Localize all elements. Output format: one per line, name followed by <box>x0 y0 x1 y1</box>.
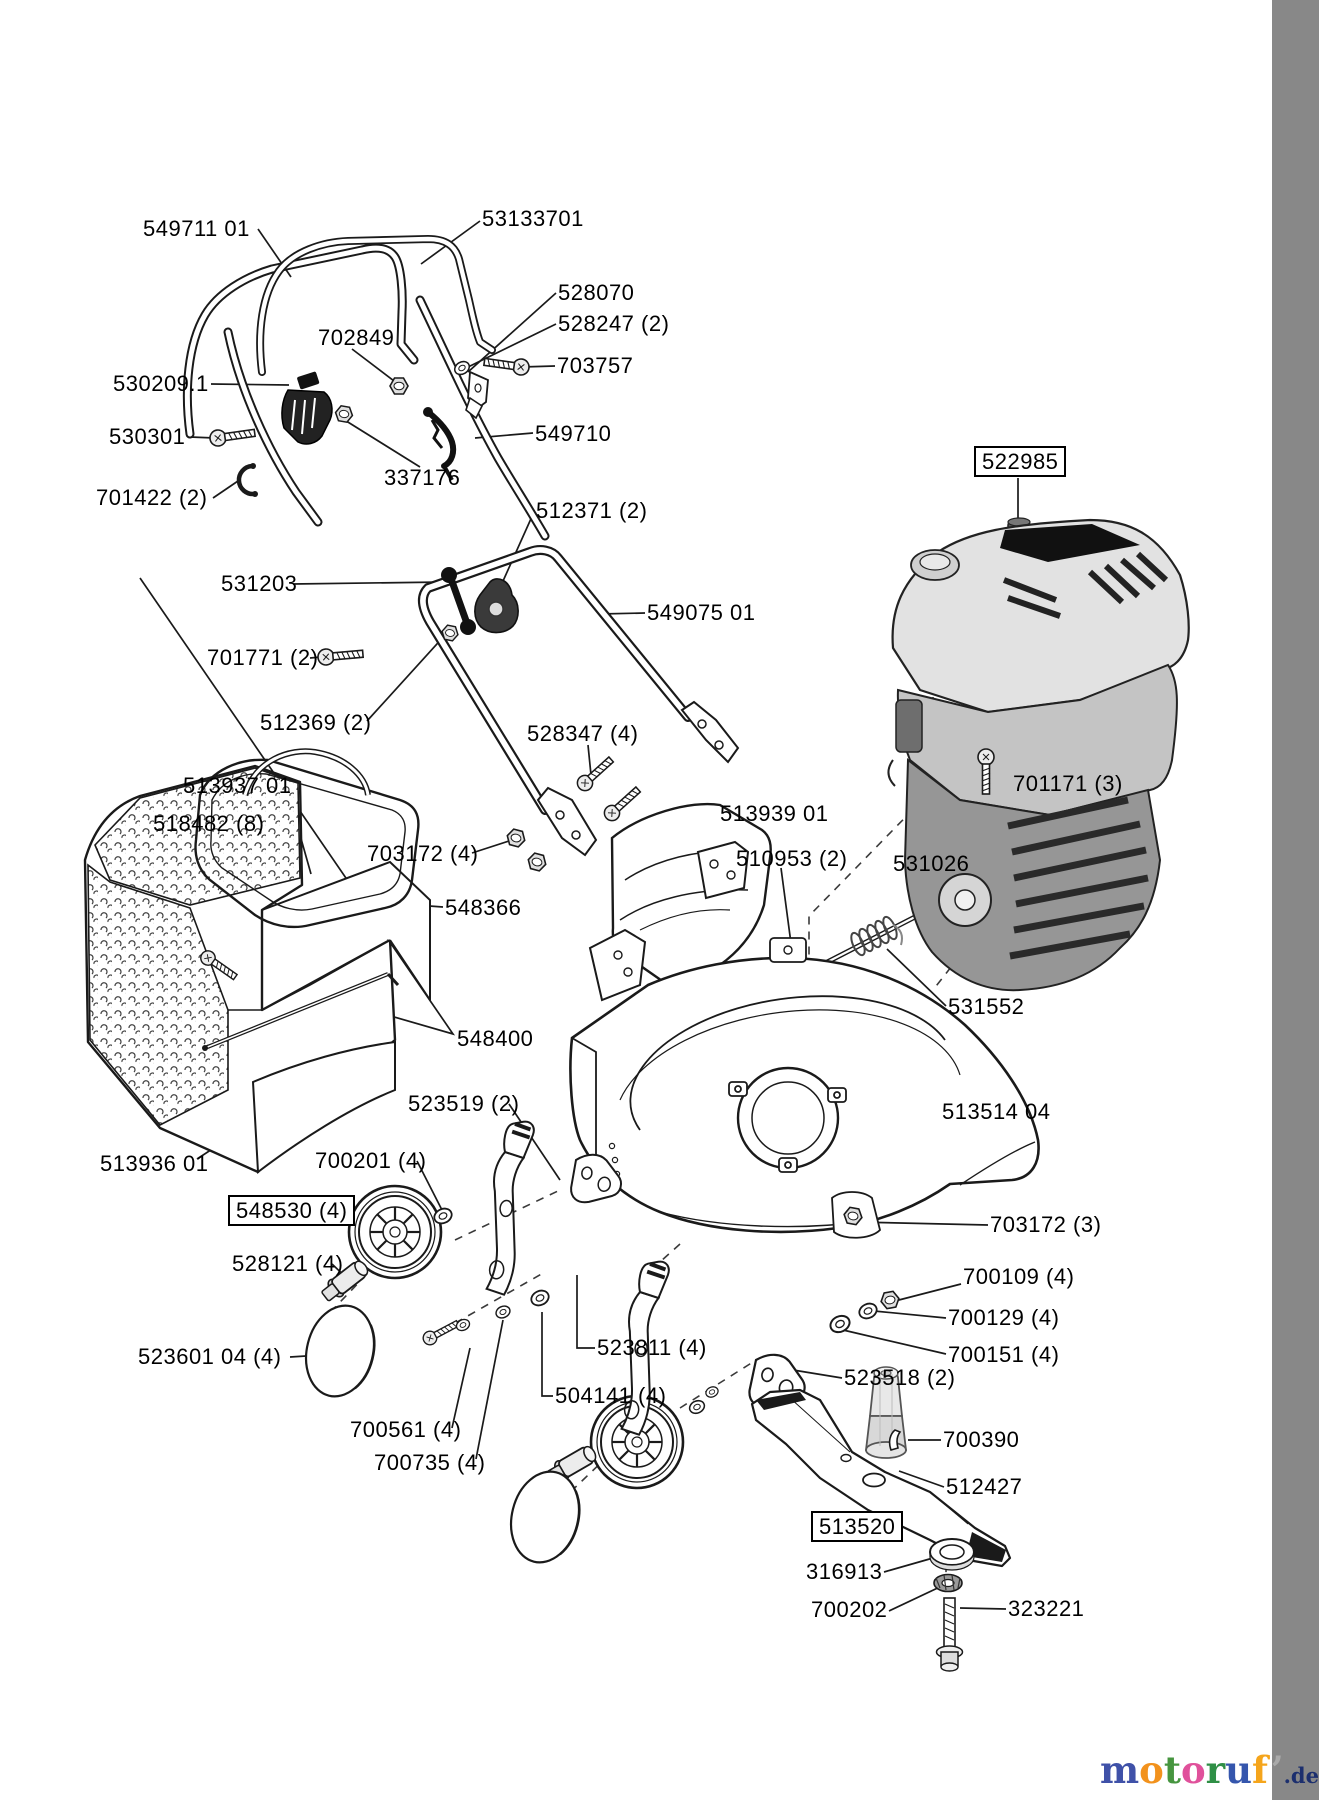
height-lever-523811-a <box>482 1119 534 1296</box>
part-label-531552: 531552 <box>948 994 1025 1019</box>
hubcap-523601 <box>297 1298 384 1403</box>
part-label-528121-4: 528121 (4) <box>232 1251 344 1276</box>
part-label-513939-01: 513939 01 <box>720 801 829 826</box>
part-label-700735-4: 700735 (4) <box>374 1450 486 1475</box>
part-label-513520: 513520 <box>811 1511 903 1542</box>
part-label-513937-01: 513937 01 <box>183 773 292 798</box>
screw-530301 <box>209 425 256 447</box>
logo-letter: m <box>1100 1748 1140 1792</box>
part-label-528247-2: 528247 (2) <box>558 311 670 336</box>
part-label-549710: 549710 <box>535 421 612 446</box>
part-label-523518-2: 523518 (2) <box>844 1365 956 1390</box>
part-label-702849: 702849 <box>318 325 395 350</box>
logo-letter: o <box>1180 1748 1206 1792</box>
part-label-549711-01: 549711 01 <box>143 216 250 241</box>
washer-700129 <box>857 1301 879 1321</box>
part-label-530209-1: 530209.1 <box>113 371 209 396</box>
part-label-700109-4: 700109 (4) <box>963 1264 1075 1289</box>
logo-letter: f <box>1252 1748 1271 1792</box>
washer-504141 <box>529 1288 551 1308</box>
nut-703172-b <box>526 852 548 872</box>
c-clip-701422 <box>239 463 258 497</box>
part-label-518482-8: 518482 (8) <box>153 811 265 836</box>
logo-letter: u <box>1225 1748 1253 1792</box>
part-label-700129-4: 700129 (4) <box>948 1305 1060 1330</box>
part-label-510953-2: 510953 (2) <box>736 846 848 871</box>
part-label-700390: 700390 <box>943 1427 1020 1452</box>
nut-702849 <box>390 378 408 394</box>
part-label-701171-3: 701171 (3) <box>1013 771 1123 796</box>
washer-316913 <box>930 1539 974 1570</box>
screw-528347-a <box>574 754 616 794</box>
nut-337176 <box>334 405 353 423</box>
clamp-plate-528070 <box>466 372 488 418</box>
logo-letter: ’ <box>1270 1748 1284 1792</box>
nut-703172-a <box>505 828 527 848</box>
bolt-323221 <box>937 1598 963 1671</box>
part-label-316913: 316913 <box>806 1559 883 1584</box>
logo-letter: t <box>1163 1748 1181 1792</box>
part-label-701422-2: 701422 (2) <box>96 485 208 510</box>
screw-528347-b <box>601 784 643 824</box>
part-label-337176: 337176 <box>384 465 461 490</box>
part-label-531203: 531203 <box>221 571 298 596</box>
part-label-703172-4: 703172 (4) <box>367 841 479 866</box>
part-label-512369-2: 512369 (2) <box>260 710 372 735</box>
deck-top-bracket <box>770 938 806 962</box>
part-label-512371-2: 512371 (2) <box>536 498 648 523</box>
part-label-523601-04-4: 523601 04 (4) <box>138 1344 282 1369</box>
part-label-530301: 530301 <box>109 424 186 449</box>
screw-703757 <box>483 354 530 376</box>
washer-rear-a <box>688 1398 707 1415</box>
part-label-513514-04: 513514 04 <box>942 1099 1051 1124</box>
part-label-504141-4: 504141 (4) <box>555 1383 667 1408</box>
lock-washer-700202 <box>934 1575 962 1592</box>
nut-700109 <box>880 1291 901 1310</box>
part-label-701771-2: 701771 (2) <box>207 645 319 670</box>
cable-clamp-530209 <box>282 371 332 444</box>
washer-rear-b <box>704 1385 720 1399</box>
part-label-53133701: 53133701 <box>482 206 584 231</box>
logo-letter: r <box>1205 1748 1226 1792</box>
part-label-700151-4: 700151 (4) <box>948 1342 1060 1367</box>
part-label-528070: 528070 <box>558 280 635 305</box>
screw-701771 <box>317 646 363 666</box>
part-label-703172-3: 703172 (3) <box>990 1212 1102 1237</box>
motoruf-logo-word <box>1100 1748 1284 1792</box>
washer-inner <box>455 1317 472 1332</box>
part-label-513936-01: 513936 01 <box>100 1151 209 1176</box>
part-label-700202: 700202 <box>811 1597 888 1622</box>
part-label-548400: 548400 <box>457 1026 534 1051</box>
motoruf-logo <box>1100 1750 1319 1796</box>
motoruf-logo-suffix: .de <box>1283 1763 1319 1788</box>
part-label-528347-4: 528347 (4) <box>527 721 639 746</box>
part-label-700561-4: 700561 (4) <box>350 1417 462 1442</box>
washer-700735 <box>494 1304 512 1320</box>
upper-handlebar <box>187 239 545 536</box>
part-label-522985: 522985 <box>974 446 1066 477</box>
screw-700561 <box>421 1317 461 1347</box>
part-label-523811-4: 523811 (4) <box>597 1335 707 1360</box>
part-label-703757: 703757 <box>557 353 634 378</box>
logo-letter: o <box>1139 1748 1164 1792</box>
part-label-523519-2: 523519 (2) <box>408 1091 520 1116</box>
part-label-323221: 323221 <box>1008 1596 1085 1621</box>
knob-512371 <box>475 579 518 633</box>
deck-front-bracket <box>590 930 645 1000</box>
hubcap-rear <box>502 1464 589 1569</box>
part-label-512427: 512427 <box>946 1474 1023 1499</box>
part-label-531026: 531026 <box>893 851 970 876</box>
part-label-548366: 548366 <box>445 895 522 920</box>
part-label-549075-01: 549075 01 <box>647 600 756 625</box>
part-label-700201-4: 700201 (4) <box>315 1148 427 1173</box>
part-label-548530-4: 548530 (4) <box>228 1195 355 1226</box>
engine <box>888 518 1188 990</box>
